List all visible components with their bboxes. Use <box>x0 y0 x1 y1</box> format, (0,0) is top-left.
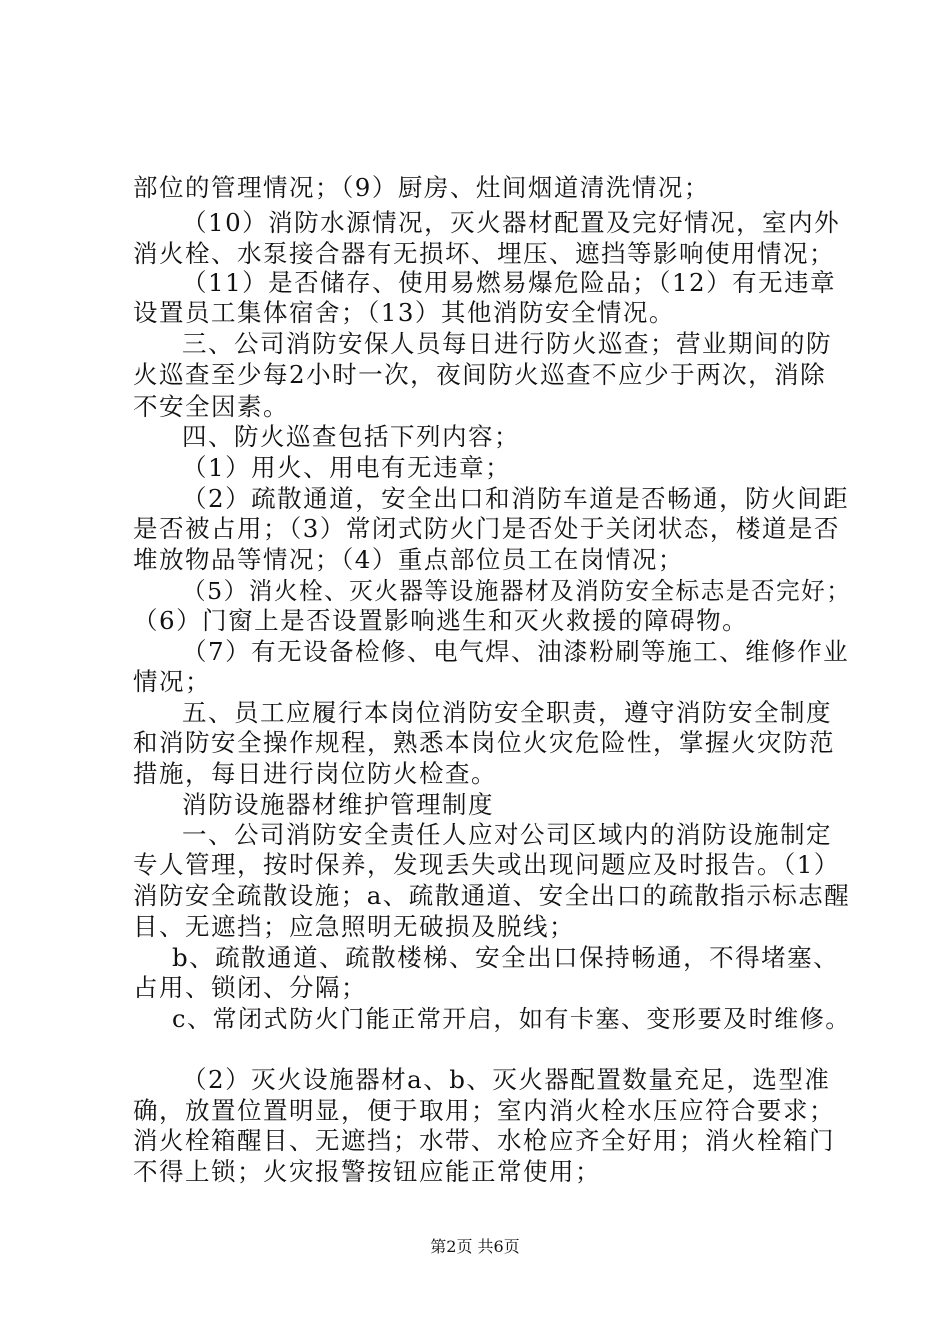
text-line: 设置员工集体宿舍；（13）其他消防安全情况。 <box>133 298 675 327</box>
text-line: 不安全因素。 <box>133 392 289 421</box>
text-line: 目、无遮挡；应急照明无破损及脱线； <box>133 912 575 941</box>
text-line: 四、防火巡查包括下列内容； <box>182 422 520 451</box>
text-line: 五、员工应履行本岗位消防安全职责，遵守消防安全制度 <box>182 698 832 727</box>
text-line: 是否被占用；（3）常闭式防火门是否处于关闭状态，楼道是否 <box>133 514 840 543</box>
text-line: （11）是否储存、使用易燃易爆危险品；（12）有无违章 <box>182 268 837 297</box>
text-line: 确，放置位置明显，便于取用；室内消火栓水压应符合要求； <box>133 1096 835 1125</box>
text-line: 消火栓箱醒目、无遮挡；水带、水枪应齐全好用；消火栓箱门 <box>133 1126 835 1155</box>
text-line: 部位的管理情况；（9）厨房、灶间烟道清洗情况； <box>133 173 710 202</box>
text-line: b、疏散通道、疏散楼梯、安全出口保持畅通，不得堵塞、 <box>172 943 840 972</box>
text-line: （7）有无设备检修、电气焊、油漆粉刷等施工、维修作业 <box>182 637 850 666</box>
text-line: 情况； <box>133 667 211 696</box>
text-line: 占用、锁闭、分隔； <box>133 973 367 1002</box>
text-line: （5）消火栓、灭火器等设施器材及消防安全标志是否完好； <box>182 577 852 605</box>
text-line: （6）门窗上是否设置影响逃生和灭火救援的障碍物。 <box>133 606 749 635</box>
text-line: 三、公司消防安保人员每日进行防火巡查；营业期间的防 <box>182 329 832 358</box>
text-line: （2）灭火设施器材a、b、灭火器配置数量充足，选型准 <box>182 1065 831 1094</box>
text-line: （2）疏散通道，安全出口和消防车道是否畅通，防火间距 <box>182 484 850 513</box>
text-line: 消防安全疏散设施；a、疏散通道、安全出口的疏散指示标志醒 <box>133 881 851 910</box>
text-line: 和消防安全操作规程，熟悉本岗位火灾危险性，掌握火灾防范 <box>133 728 835 757</box>
text-line: 专人管理，按时保养，发现丢失或出现问题应及时报告。（1） <box>133 850 840 879</box>
text-line: 一、公司消防安全责任人应对公司区域内的消防设施制定 <box>182 820 832 849</box>
text-line: 堆放物品等情况；（4）重点部位员工在岗情况； <box>133 545 684 574</box>
text-line: 不得上锁；火灾报警按钮应能正常使用； <box>133 1157 601 1186</box>
text-line: （1）用火、用电有无违章； <box>182 453 512 482</box>
text-line: c、常闭式防火门能正常开启，如有卡塞、变形要及时维修。 <box>172 1005 851 1033</box>
page-number-footer: 第2页 共6页 <box>430 1237 520 1256</box>
text-line: 措施，每日进行岗位防火检查。 <box>133 759 497 788</box>
text-line: （10）消防水源情况，灭火器材配置及完好情况，室内外 <box>182 208 841 237</box>
text-line: 火巡查至少每2小时一次，夜间防火巡查不应少于两次，消除 <box>133 360 827 389</box>
section-title: 消防设施器材维护管理制度 <box>182 790 494 819</box>
text-line: 消火栓、水泵接合器有无损坏、埋压、遮挡等影响使用情况； <box>133 239 835 268</box>
